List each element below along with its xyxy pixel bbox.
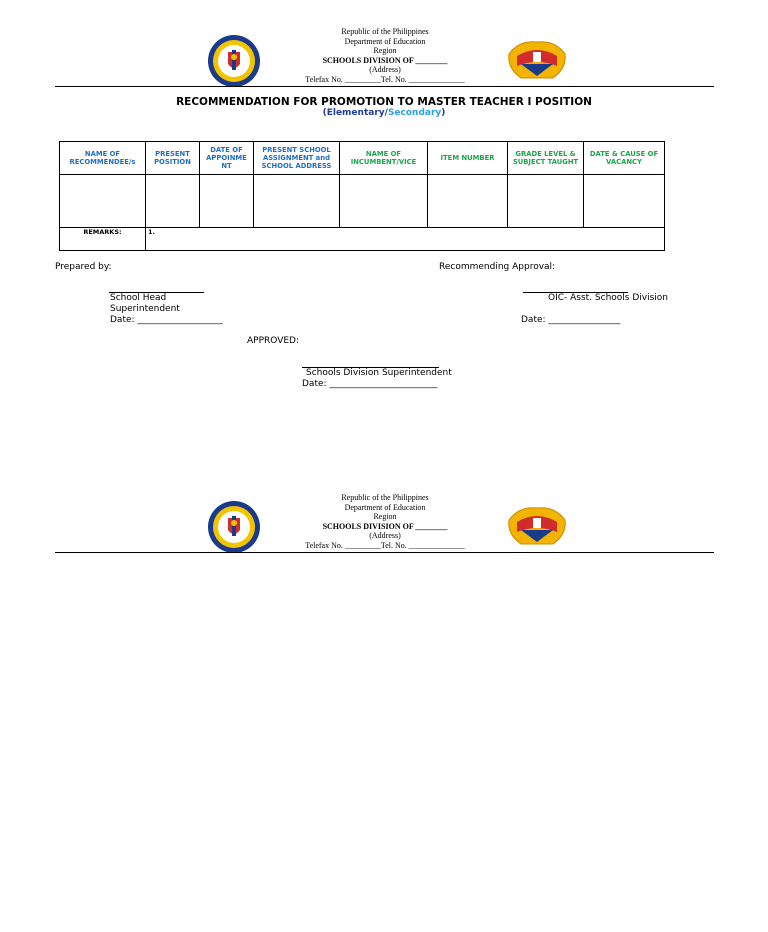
oic-label: OIC- Asst. Schools Division: [548, 293, 669, 303]
date-left-field[interactable]: Date: ___________________: [110, 315, 223, 325]
approved-label: APPROVED:: [247, 336, 299, 346]
remarks-row: [60, 228, 665, 251]
region-line: Region: [373, 512, 397, 522]
division-line: SCHOOLS DIVISION OF ________: [322, 55, 448, 65]
republic-line: Republic of the Philippines: [341, 27, 429, 36]
prepared-by-label: Prepared by:: [55, 262, 112, 272]
col-header-item-number: ITEM NUMBER: [428, 142, 508, 175]
col-header-date-appointment: DATE OF APPOINME NT: [200, 142, 254, 175]
republic-line: Republic of the Philippines: [341, 493, 429, 502]
table-cell[interactable]: [254, 175, 340, 228]
header-rule: [55, 552, 714, 553]
school-head-label: School Head: [110, 293, 167, 303]
address-line: (Address): [369, 531, 401, 541]
recommendation-table: [59, 141, 665, 251]
remarks-label: REMARKS:: [60, 228, 146, 251]
remarks-value[interactable]: 1.: [146, 228, 665, 251]
header-rule: [55, 86, 714, 87]
telefax-line: Telefax No. _________Tel. No. ______________: [305, 540, 465, 550]
department-line: Department of Education: [344, 36, 426, 46]
date-center-field[interactable]: Date: ________________________: [302, 379, 438, 389]
telefax-line: Telefax No. _________Tel. No. ______________: [305, 74, 465, 84]
col-header-vacancy: DATE & CAUSE OF VACANCY: [584, 142, 665, 175]
date-right-field[interactable]: Date: ________________: [521, 315, 621, 325]
table-cell[interactable]: [200, 175, 254, 228]
table-cell[interactable]: [428, 175, 508, 228]
superintendent-label: Superintendent: [110, 304, 180, 314]
address-line: (Address): [369, 65, 401, 75]
table-cell[interactable]: [584, 175, 665, 228]
table-cell[interactable]: [146, 175, 200, 228]
subtitle-secondary: Secondary: [387, 108, 442, 118]
col-header-school-assignment: PRESENT SCHOOL ASSIGNMENT and SCHOOL ADDRESS: [254, 142, 340, 175]
deped-seal-icon: [207, 500, 261, 554]
col-header-position: PRESENT POSITION: [146, 142, 200, 175]
sds-label: Schools Division Superintendent: [306, 368, 452, 378]
subtitle-elementary: Elementary: [326, 108, 385, 118]
department-line: Department of Education: [344, 502, 426, 512]
table-row: [60, 175, 665, 228]
division-logo-icon: [505, 38, 569, 82]
table-cell[interactable]: [340, 175, 428, 228]
division-line: SCHOOLS DIVISION OF ________: [322, 521, 448, 531]
form-subtitle: (Elementary/Secondary): [322, 108, 446, 118]
col-header-name: NAME OF RECOMMENDEE/s: [60, 142, 146, 175]
deped-seal-icon: [207, 34, 261, 88]
col-header-incumbent: NAME OF INCUMBENT/VICE: [340, 142, 428, 175]
recommending-label: Recommending Approval:: [439, 262, 556, 272]
table-cell[interactable]: [508, 175, 584, 228]
form-title: RECOMMENDATION FOR PROMOTION TO MASTER TEACHER I POSITION: [176, 96, 592, 108]
col-header-grade-level: GRADE LEVEL & SUBJECT TAUGHT: [508, 142, 584, 175]
division-logo-icon: [505, 504, 569, 548]
table-cell[interactable]: [60, 175, 146, 228]
region-line: Region: [373, 46, 397, 56]
